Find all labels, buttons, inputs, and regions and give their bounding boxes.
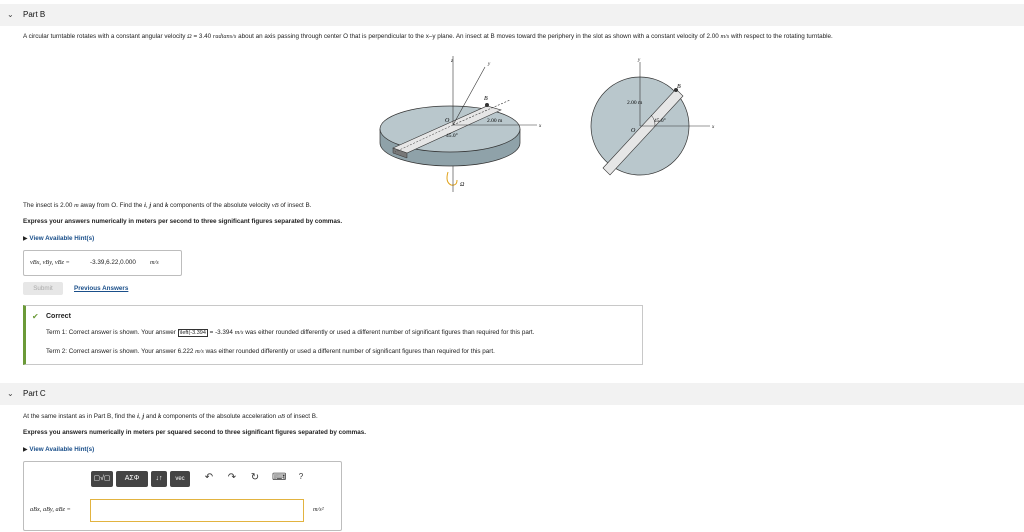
part-b-problem-text: A circular turntable rotates with a constant angular velocity Ω = 3.40 radians/s about an axis passing through center O that is perpendicular to the x–y plane. An insect at B moves toward the periphery in the slot as shown with a constant velocity of 2.00 m/s with respect to the rotating turntable. bbox=[23, 33, 833, 40]
part-c-header[interactable] bbox=[0, 383, 1024, 405]
reset-icon[interactable]: ↻ bbox=[250, 472, 260, 483]
turntable-top-view-diagram bbox=[591, 58, 715, 175]
top-point-b-label: B bbox=[677, 84, 681, 90]
greek-button[interactable]: ΑΣΦ bbox=[116, 471, 148, 487]
submit-button[interactable]: Submit bbox=[23, 282, 63, 295]
feedback-term1: Term 1: Correct answer is shown. Your answer \left(-3.394 = -3.394 m/s was either rounded differently or used a different number of significant figures than required for this part. bbox=[46, 329, 535, 336]
part-b-instruction: Express your answers numerically in meters per second to three significant figures separated by commas. bbox=[23, 218, 343, 225]
top-angle-label: 45.0° bbox=[654, 118, 666, 124]
point-o-label: O bbox=[445, 118, 450, 124]
feedback-title: Correct bbox=[46, 313, 71, 320]
part-b-hint-toggle[interactable]: ▶ View Available Hint(s) bbox=[23, 235, 95, 242]
axis-x-label: x bbox=[539, 124, 542, 129]
help-icon[interactable]: ? bbox=[298, 472, 304, 481]
answer-unit: m/s bbox=[150, 259, 159, 266]
answer-value[interactable]: -3.39,6.22,0.000 bbox=[90, 259, 136, 266]
part-b-title: Part B bbox=[23, 10, 46, 19]
checkmark-icon: ✔ bbox=[32, 312, 39, 321]
redo-icon[interactable]: ↷ bbox=[227, 472, 237, 483]
axis-z-label: z bbox=[451, 59, 453, 64]
caret-right-icon: ▶ bbox=[23, 236, 28, 242]
dimension-label: 2.00 m bbox=[487, 118, 503, 124]
omega-label: Ω bbox=[460, 182, 465, 188]
previous-answers-link[interactable]: Previous Answers bbox=[74, 285, 129, 292]
point-b-label: B bbox=[484, 96, 488, 102]
part-b-question: The insect is 2.00 m away from O. Find the i, j and k components of the absolute velocity vB of insect B. bbox=[23, 202, 312, 209]
answer-unit: m/s² bbox=[313, 506, 324, 513]
part-c-title: Part C bbox=[23, 389, 46, 398]
answer-label: vBx, vBy, vBz = bbox=[30, 259, 70, 266]
arrows-button[interactable]: ↓↑ bbox=[151, 471, 167, 487]
top-dimension-label: 2.00 m bbox=[627, 100, 643, 106]
top-axis-y-label: y bbox=[638, 58, 641, 63]
vec-button[interactable]: vec bbox=[170, 471, 190, 487]
undo-icon[interactable]: ↶ bbox=[204, 472, 214, 483]
top-axis-x-label: x bbox=[712, 125, 715, 130]
part-c-answer-box bbox=[23, 461, 342, 531]
turntable-3d-diagram bbox=[380, 56, 542, 192]
correct-feedback-box bbox=[23, 305, 643, 365]
part-b-header[interactable] bbox=[0, 4, 1024, 26]
keyboard-icon[interactable]: ⌨ bbox=[272, 472, 287, 483]
chevron-down-icon[interactable]: ⌄ bbox=[7, 10, 14, 19]
part-c-hint-toggle[interactable]: ▶ View Available Hint(s) bbox=[23, 446, 95, 453]
axis-y-label: y bbox=[488, 62, 491, 67]
angle-label: 45.0° bbox=[446, 133, 458, 139]
top-point-o-label: O bbox=[631, 128, 636, 134]
turntable-figure bbox=[365, 52, 725, 194]
part-b-answer-box bbox=[23, 250, 182, 276]
templates-button[interactable]: ▢√▢ bbox=[91, 471, 113, 487]
feedback-term2: Term 2: Correct answer is shown. Your answer 6.222 m/s was either rounded differently or used a different number of significant figures than required for this part. bbox=[46, 348, 495, 355]
part-c-question: At the same instant as in Part B, find the i, j and k components of the absolute acceleration aB of insect B. bbox=[23, 413, 318, 420]
caret-right-icon: ▶ bbox=[23, 447, 28, 453]
part-c-instruction: Express you answers numerically in meters per squared second to three significant figures separated by commas. bbox=[23, 429, 366, 436]
chevron-down-icon[interactable]: ⌄ bbox=[7, 389, 14, 398]
acceleration-answer-input[interactable] bbox=[90, 499, 304, 522]
answer-label: aBx, aBy, aBz = bbox=[30, 506, 71, 513]
math-toolbar bbox=[91, 471, 331, 487]
